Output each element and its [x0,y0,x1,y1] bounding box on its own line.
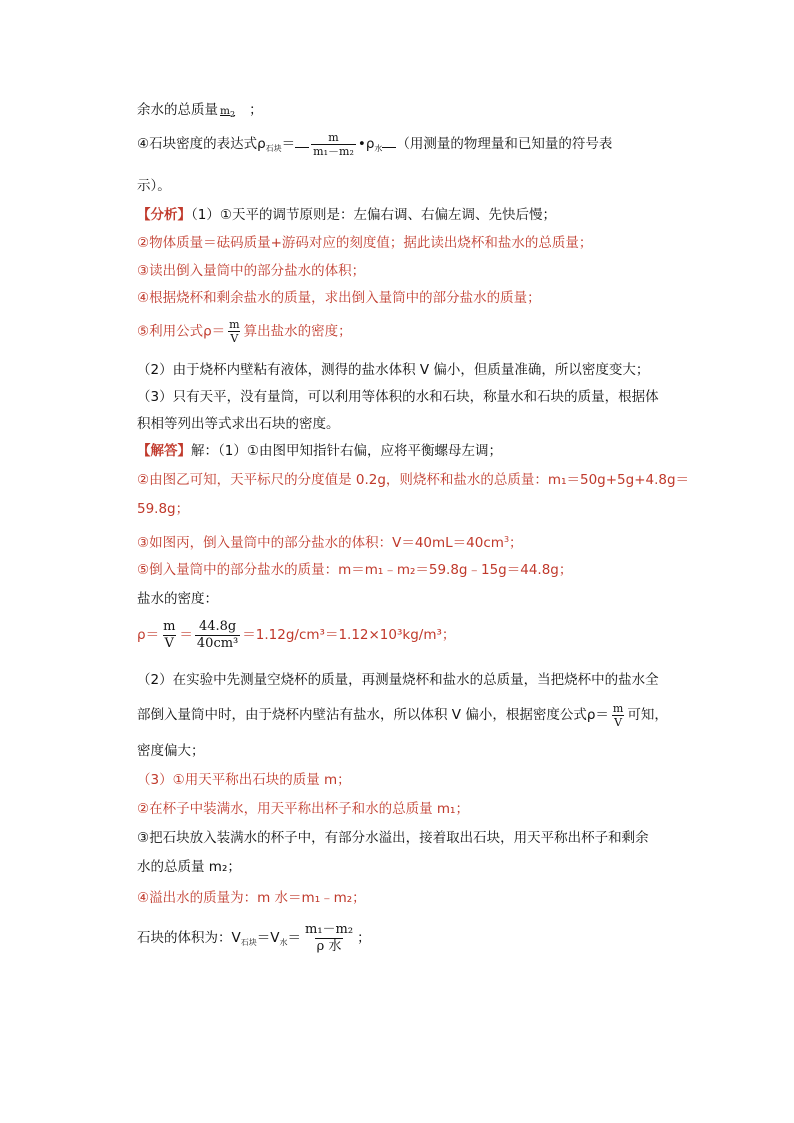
line-text: 59.8g； [137,501,190,517]
solution-tag: 【解答】 [137,443,191,459]
line-text: 水的总质量 m₂； [137,859,241,875]
text: ρ＝ [137,627,160,643]
line-text: 盐水的密度： [137,591,218,607]
fraction-m-over-v [161,619,177,652]
blank-line [382,147,396,148]
text: 算出盐水的密度； [243,323,352,340]
numerator: m [229,318,240,331]
text: （用测量的物理量和已知量的符号表 [396,136,613,152]
denominator: V [614,715,623,729]
numerator: m₁－m₂ [305,921,354,937]
superscript: 3 [503,535,510,544]
text: ＝1.12g/cm³＝1.12×10³kg/m³； [242,627,456,643]
text: 石块的体积为：V [137,930,241,946]
punct: ； [357,930,371,946]
text: 部倒入量筒中时，由于烧杯内壁沾有盐水，所以体积 V 偏小，根据密度公式ρ＝ [137,707,609,723]
numerator: m [328,130,339,144]
line-volume [137,530,523,553]
rho-symbol: •ρ [357,136,375,152]
line-density-expression [137,130,612,163]
line-text: 积相等列出等式求出石块的密度。 [137,416,340,432]
line-density-calc [137,617,455,653]
line-density-formula [137,318,352,345]
line-text: 密度偏大； [137,743,205,759]
punct: ； [249,102,263,118]
fraction-value [195,619,240,652]
equals: ＝ [179,627,193,643]
fraction-m-over-m1-m2 [311,131,356,158]
fraction-m-over-v [611,702,625,729]
line-text: 示）。 [137,178,171,194]
line-text: ②由图乙可知，天平标尺的分度值是 0.2g，则烧杯和盐水的总质量：m₁＝50g+5g+4.8g＝ [137,472,690,488]
denominator: m₁－m₂ [313,144,354,158]
line-density-formula-2 [137,700,668,730]
line-text: （3）①用天平称出石块的质量 m； [137,772,351,788]
line-stone-volume [137,920,371,961]
line-text: ③把石块放入装满水的杯子中，有部分水溢出，接着取出石块，用天平称出杯子和剩余 [137,830,649,846]
text: （1）①天平的调节原则是：左偏右调、右偏左调、先快后慢； [191,207,556,223]
subscript: 水 [279,938,288,947]
text: ⑤利用公式ρ＝ [137,323,226,340]
text: ③如图丙，倒入量筒中的部分盐水的体积：V＝40mL＝40cm [137,535,504,551]
line-text: ②物体质量＝砝码质量+游码对应的刻度值；据此读出烧杯和盐水的总质量； [137,235,593,251]
denominator: V [230,332,239,345]
denominator: 40cm³ [196,635,239,651]
equals: ＝ [287,930,301,946]
line-text: （2）由于烧杯内壁粘有液体，测得的盐水体积 V 偏小，但质量准确，所以密度变大； [137,362,650,378]
text: ④石块密度的表达式ρ [137,136,266,152]
line-text: ⑤倒入量筒中的部分盐水的质量：m＝m₁﹣m₂＝59.8g﹣15g＝44.8g； [137,562,573,578]
line-remaining-water-mass [137,100,263,125]
punct: ； [509,535,523,551]
line-solution-1 [137,441,502,461]
fraction-m-over-v [227,318,241,345]
equals: ＝ [281,136,296,152]
line-analysis-1 [137,205,556,225]
numerator: m [612,701,624,715]
subscript-water: 水 [374,144,383,153]
line-text: （2）在实验中先测量空烧杯的质量，再测量烧杯和盐水的总质量，当把烧杯中的盐水全 [137,672,659,688]
subscript: 石块 [240,938,257,947]
blank-line [295,147,309,148]
fraction-volume [303,922,355,955]
text: 余水的总质量 [137,102,218,118]
line-text: ②在杯子中装满水，用天平称出杯子和水的总质量 m₁； [137,801,469,817]
numerator: m [163,618,176,634]
denominator: V [164,635,174,651]
answer-blank [218,105,249,117]
line-text: ③读出倒入量筒中的部分盐水的体积； [137,263,366,279]
text: ＝V [256,930,280,946]
line-text: （3）只有天平，没有量筒，可以利用等体积的水和石块，称量水和石块的质量，根据体 [137,389,659,405]
subscript: 石块 [265,144,282,153]
analysis-tag: 【分析】 [137,207,191,223]
subscript: 2 [229,110,236,119]
text: 可知， [627,707,668,723]
line-text: ④根据烧杯和剩余盐水的质量，求出倒入量筒中的部分盐水的质量； [137,290,541,306]
numerator: 44.8g [198,618,237,634]
answer-text: m [220,105,230,117]
text: 解：（1）①由图甲知指针右偏，应将平衡螺母左调； [191,443,502,459]
denominator: ρ 水 [316,938,342,954]
line-text: ④溢出水的质量为：m 水＝m₁﹣m₂； [137,890,366,906]
